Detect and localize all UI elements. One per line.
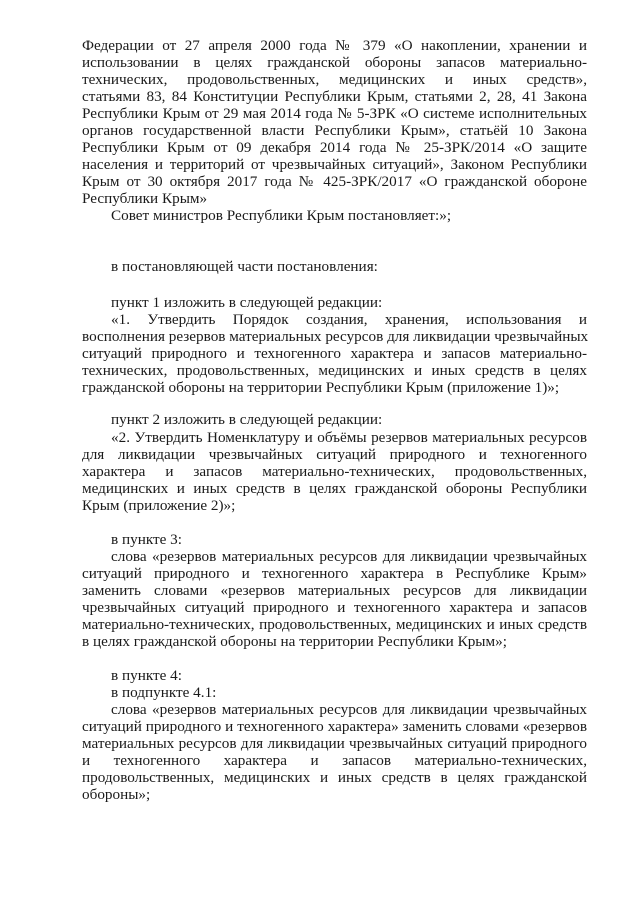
text-line: и техногенного характера и запасов материально-технических, — [82, 752, 587, 769]
text-line: слова «резервов материальных ресурсов для ликвидации чрезвычайных — [111, 548, 587, 565]
text-line: Республики Крым от 29 мая 2014 года № 5-ЗРК «О системе исполнительных — [82, 105, 587, 122]
text-line: характера и запасов материально-технических, продовольственных, — [82, 463, 587, 480]
text-line: восполнения резервов материальных ресурсов для ликвидации чрезвычайных — [82, 328, 589, 345]
text-line: материально-технических, продовольственных, медицинских и иных средств — [82, 616, 587, 633]
text-line: медицинских и иных средств в целях гражданской обороны Республики — [82, 480, 587, 497]
text-line: продовольственных, медицинских и иных средств в целях гражданской — [82, 769, 587, 786]
text-line: слова «резервов материальных ресурсов для ликвидации чрезвычайных — [111, 701, 587, 718]
text-line: Крым от 30 октября 2017 года № 425-ЗРК/2017 «О гражданской обороне — [82, 173, 587, 190]
text-line: Республики Крым от 09 декабря 2014 года № 25-ЗРК/2014 «О защите — [82, 139, 587, 156]
text-line: Крым (приложение 2)»; — [82, 497, 236, 514]
text-line: ситуаций природного и техногенного характера и запасов материально- — [82, 345, 587, 362]
text-line: обороны»; — [82, 786, 151, 803]
text-line: в пункте 4: — [111, 667, 182, 684]
text-line: в подпункте 4.1: — [111, 684, 217, 701]
text-line: пункт 1 изложить в следующей редакции: — [111, 294, 383, 311]
text-line: в целях гражданской обороны на территории Республики Крым»; — [82, 633, 507, 650]
text-line: материальных ресурсов для ликвидации чрезвычайных ситуаций природного — [82, 735, 587, 752]
text-line: чрезвычайных ситуаций природного и техногенного характера и запасов — [82, 599, 587, 616]
text-line: «2. Утвердить Номенклатуру и объёмы резервов материальных ресурсов — [111, 429, 587, 446]
text-line: использовании в целях гражданской обороны запасов материально- — [82, 54, 587, 71]
text-line: органов государственной власти Республики Крым», статьёй 10 Закона — [82, 122, 587, 139]
text-line: пункт 2 изложить в следующей редакции: — [111, 411, 383, 428]
text-line: ситуаций природного и техногенного характера» заменить словами «резервов — [82, 718, 587, 735]
text-line: Совет министров Республики Крым постановляет:»; — [111, 207, 452, 224]
text-line: заменить словами «резервов материальных ресурсов для ликвидации — [82, 582, 587, 599]
text-line: Федерации от 27 апреля 2000 года № 379 «О накоплении, хранении и — [82, 37, 587, 54]
text-line: населения и территорий от чрезвычайных ситуаций», Законом Республики — [82, 156, 587, 173]
text-line: статьями 83, 84 Конституции Республики Крым, статьями 2, 28, 41 Закона — [82, 88, 587, 105]
text-line: гражданской обороны на территории Республики Крым (приложение 1)»; — [82, 379, 560, 396]
text-line: «1. Утвердить Порядок создания, хранения, использования и — [111, 311, 587, 328]
text-line: в постановляющей части постановления: — [111, 258, 378, 275]
text-line: Республики Крым» — [82, 190, 208, 207]
text-line: технических, продовольственных, медицинских и иных средств», — [82, 71, 587, 88]
text-line: технических, продовольственных, медицинских и иных средств в целях — [82, 362, 587, 379]
text-line: ситуаций природного и техногенного характера в Республике Крым» — [82, 565, 587, 582]
text-line: для ликвидации чрезвычайных ситуаций природного и техногенного — [82, 446, 587, 463]
text-line: в пункте 3: — [111, 531, 182, 548]
